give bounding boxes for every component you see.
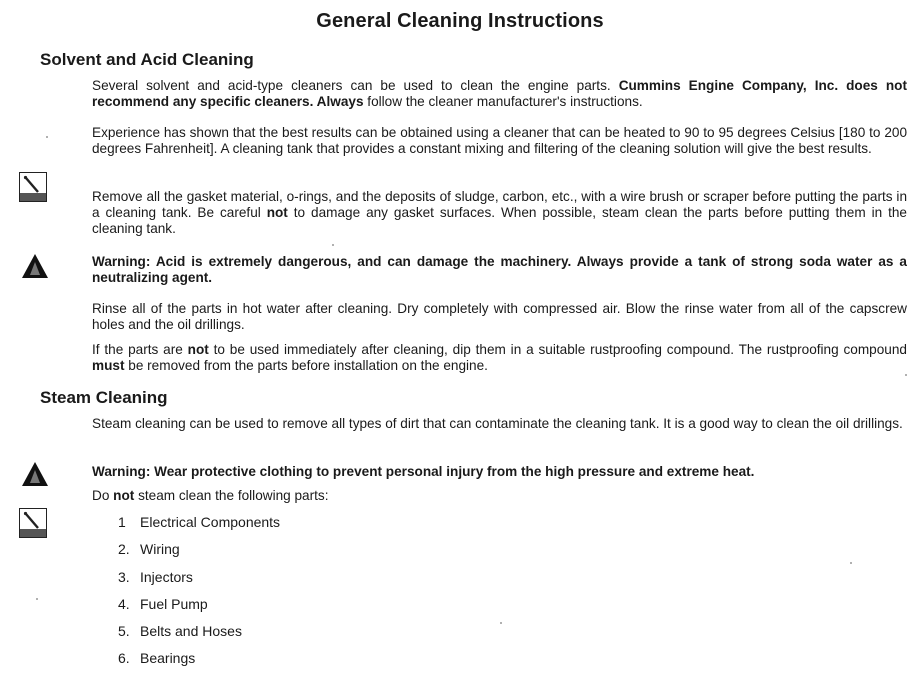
wrench-tip-icon <box>19 172 47 202</box>
scan-speck <box>36 598 38 600</box>
warning-acid-text: Acid is extremely dangerous, and can damage the machinery. Always provide a tank of strong soda water as a neutralizing agent. <box>92 254 907 285</box>
paragraph-rustproofing-bold1: not <box>187 342 209 357</box>
list-item-label: Wiring <box>140 541 180 558</box>
list-item-number: 1 <box>118 514 126 530</box>
parts-list <box>118 513 280 677</box>
page-title: General Cleaning Instructions <box>316 10 604 32</box>
paragraph-rustproofing <box>92 342 907 374</box>
wrench-tip-icon <box>19 508 47 538</box>
paragraph-experience: Experience has shown that the best results can be obtained using a cleaner that can be heated to 90 to 95 degrees Celsius [180 to 200 degrees Fahrenheit]. A cleaning tank that provides a constant mixing and filtering of the cleaning solution will give the best results. <box>92 125 907 156</box>
section-heading-steam: Steam Cleaning <box>40 388 168 407</box>
paragraph-do-not-steam-bold: not <box>113 488 135 503</box>
paragraph-remove-gasket-bold: not <box>266 205 288 220</box>
list-item-number: 3. <box>118 568 130 585</box>
list-item <box>118 540 280 567</box>
paragraph-do-not-steam <box>92 488 907 504</box>
paragraph-rustproofing-part1: If the parts are <box>92 342 188 357</box>
list-item-label: Belts and Hoses <box>140 623 242 640</box>
list-item-label: Bearings <box>140 650 196 667</box>
warning-acid-label: Warning: <box>92 254 151 269</box>
paragraph-remove-gasket <box>92 189 907 237</box>
paragraph-rustproofing-part2: to be used immediately after cleaning, dip them in a suitable rustproofing compound. The rustproofing compound <box>208 342 907 357</box>
list-item-number: 5. <box>118 623 130 640</box>
paragraph-cleaners-part2: follow the cleaner manufacturer's instructions. <box>363 94 643 109</box>
scan-speck <box>905 374 907 376</box>
list-item <box>118 622 280 649</box>
list-item <box>118 649 280 676</box>
warning-steam-label: Warning: <box>92 464 151 479</box>
section-heading-solvent-acid: Solvent and Acid Cleaning <box>40 50 254 69</box>
warning-steam <box>92 464 907 480</box>
warning-acid <box>92 254 907 286</box>
list-item-number: 6. <box>118 650 130 667</box>
list-item-number: 2. <box>118 541 130 558</box>
scan-speck <box>46 136 48 138</box>
warning-triangle-icon <box>21 253 49 279</box>
paragraph-do-not-steam-part1: Do <box>92 488 114 503</box>
paragraph-remove-gasket-part1: Remove all the gasket material, o-rings, and the deposits of sludge, carbon, etc., with a wire brush or scraper before putting the parts in a cleaning tank. Be careful <box>92 189 907 220</box>
paragraph-rinse: Rinse all of the parts in hot water after cleaning. Dry completely with compressed air. Blow the rinse water from all of the capscrew holes and the oil drillings. <box>92 301 907 332</box>
paragraph-cleaners <box>92 78 907 110</box>
paragraph-steam: Steam cleaning can be used to remove all types of dirt that can contaminate the cleaning tank. It is a good way to clean the oil drillings. <box>92 416 903 431</box>
list-item <box>118 513 280 540</box>
list-item <box>118 568 280 595</box>
list-item-label: Injectors <box>140 568 193 585</box>
scan-speck <box>500 622 502 624</box>
scan-speck <box>850 562 852 564</box>
paragraph-cleaners-part1: Several solvent and acid-type cleaners can be used to clean the engine parts. <box>92 78 619 93</box>
scan-speck <box>332 244 334 246</box>
paragraph-rustproofing-bold2: must <box>92 358 125 373</box>
list-item-label: Fuel Pump <box>140 595 208 612</box>
paragraph-remove-gasket-part2: to damage any gasket surfaces. When possible, steam clean the parts before putting them in the cleaning tank. <box>92 205 907 236</box>
paragraph-rustproofing-part3: be removed from the parts before installation on the engine. <box>124 358 488 373</box>
warning-steam-text: Wear protective clothing to prevent personal injury from the high pressure and extreme heat. <box>150 464 755 479</box>
paragraph-do-not-steam-part2: steam clean the following parts: <box>134 488 329 503</box>
warning-triangle-icon <box>21 461 49 487</box>
list-item-label: Electrical Components <box>140 514 281 530</box>
list-item-number: 4. <box>118 595 130 612</box>
list-item <box>118 595 280 622</box>
paragraph-cleaners-bold: Cummins Engine Company, Inc. does not recommend any specific cleaners. Always <box>92 78 908 109</box>
